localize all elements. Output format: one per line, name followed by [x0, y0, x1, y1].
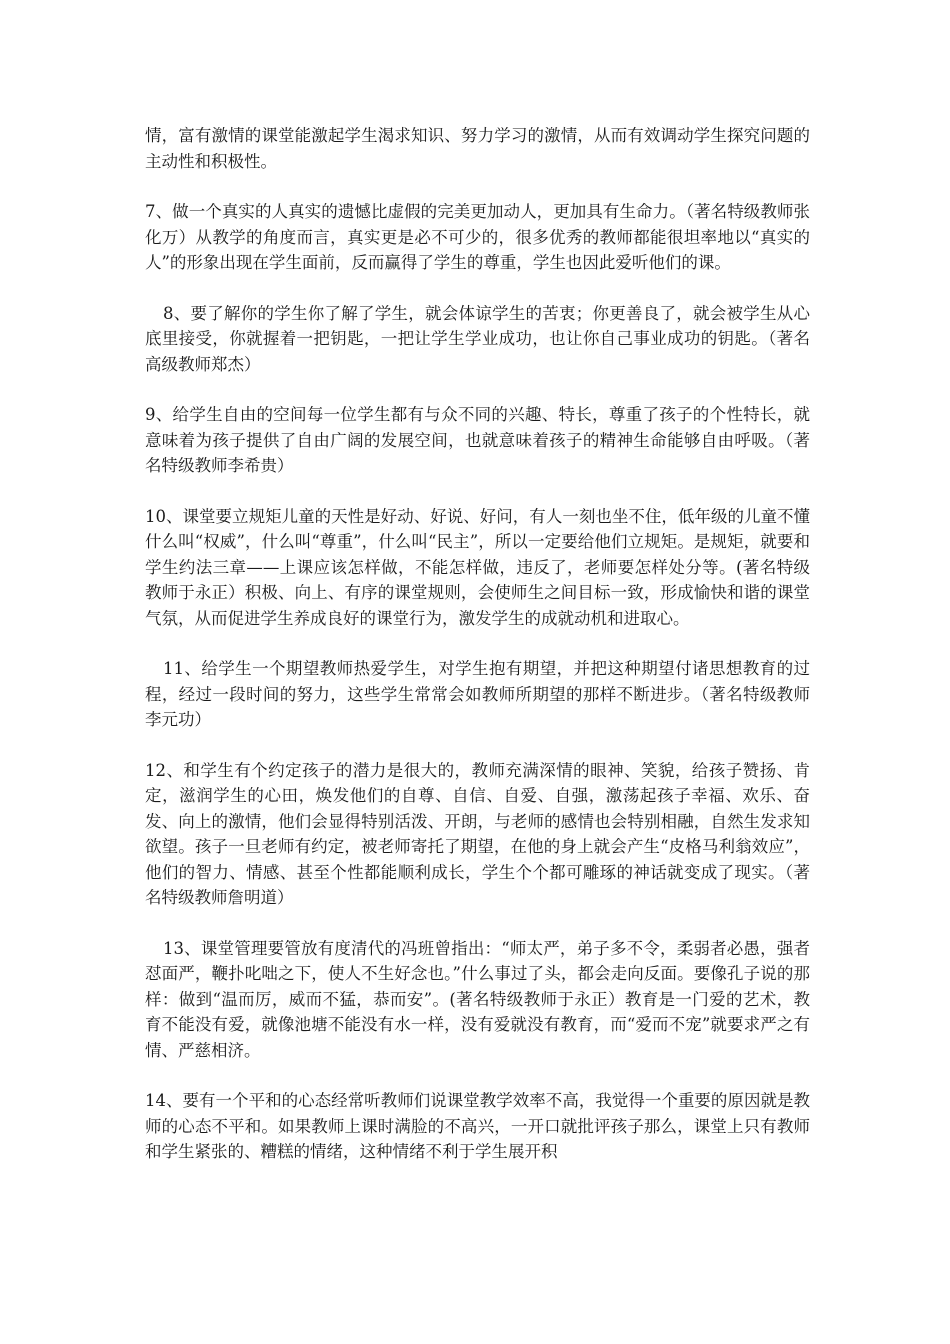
paragraph-10: 10、课堂要立规矩儿童的天性是好动、好说、好问，有人一刻也坐不住，低年级的儿童不懂什么叫“权威”，什么叫“尊重”，什么叫“民主”，所以一定要给他们立规矩。是规矩，就要和学生约法三章——上课应该怎样做，不能怎样做，违反了，老师要怎样处分等。(著名特级教师于永正）积极、向上、有序的课堂规则，会使师生之间目标一致，形成愉快和谐的课堂气氛，从而促进学生养成良好的课堂行为，激发学生的成就动机和进取心。	[145, 506, 810, 628]
paragraph-9: 9、给学生自由的空间每一位学生都有与众不同的兴趣、特长，尊重了孩子的个性特长，就意味着为孩子提供了自由广阔的发展空间，也就意味着孩子的精神生命能够自由呼吸。（著名特级教师李希贵）	[145, 405, 810, 475]
paragraph-13: 13、课堂管理要管放有度清代的冯班曾指出：“师太严，弟子多不令，柔弱者必愚，强者怼面严，鞭扑叱咄之下，使人不生好念也。”什么事过了头，都会走向反面。要像孔子说的那样：做到“温而厉，威而不猛，恭而安”。(著名特级教师于永正）教育是一门爱的艺术，教育不能没有爱，就像池塘不能没有水一样，没有爱就没有教育，而“爱而不宠”就要求严之有情、严慈相济。	[145, 938, 810, 1060]
paragraph-8: 8、要了解你的学生你了解了学生，就会体谅学生的苦衷；你更善良了，就会被学生从心底里接受，你就握着一把钥匙，一把让学生学业成功，也让你自己事业成功的钥匙。（著名高级教师郑杰）	[145, 303, 810, 374]
paragraph-11: 11、给学生一个期望教师热爱学生，对学生抱有期望，并把这种期望付诸思想教育的过程，经过一段时间的努力，这些学生常常会如教师所期望的那样不断进步。（著名特级教师李元功）	[145, 659, 810, 729]
paragraph-14: 14、要有一个平和的心态经常听教师们说课堂教学效率不高，我觉得一个重要的原因就是教师的心态不平和。如果教师上课时满脸的不高兴，一开口就批评孩子那么，课堂上只有教师和学生紧张的、糟糕的情绪，这种情绪不利于学生展开积	[145, 1091, 810, 1161]
paragraph-12: 12、和学生有个约定孩子的潜力是很大的，教师充满深情的眼神、笑貌，给孩子赞扬、肯定，滋润学生的心田，焕发他们的自尊、自信、自爱、自强，激荡起孩子幸福、欢乐、奋发、向上的激情，他们会显得特别活泼、开朗，与老师的感情也会特别相融，自然生发求知欲望。孩子一旦老师有约定，被老师寄托了期望，在他的身上就会产生“皮格马利翁效应”，他们的智力、情感、甚至个性都能顺利成长，学生个个都可雕琢的神话就变成了现实。（著名特级教师詹明道）	[145, 760, 810, 907]
paragraph-7: 7、做一个真实的人真实的遗憾比虚假的完美更加动人，更加具有生命力。（著名特级教师张化万）从教学的角度而言，真实更是必不可少的，很多优秀的教师都能很坦率地以“真实的人”的形象出现在学生面前，反而赢得了学生的尊重，学生也因此爱听他们的课。	[145, 202, 810, 272]
paragraph-continuation: 情，富有激情的课堂能激起学生渴求知识、努力学习的激情，从而有效调动学生探究问题的主动性和积极性。	[145, 126, 810, 171]
document-page	[145, 123, 810, 1190]
